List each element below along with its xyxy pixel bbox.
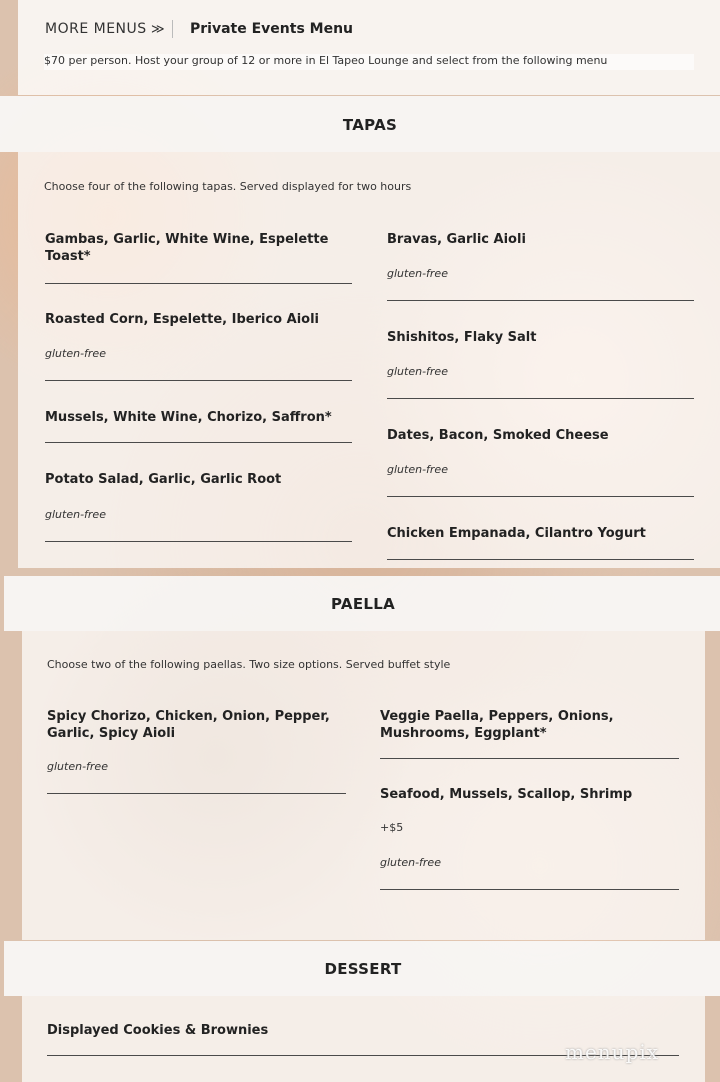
item-divider bbox=[45, 442, 352, 443]
tapas-description: Choose four of the following tapas. Served displayed for two hours bbox=[44, 180, 412, 193]
item-divider bbox=[380, 889, 679, 890]
menu-item: Dates, Bacon, Smoked Cheese bbox=[387, 428, 609, 443]
menu-item: Chicken Empanada, Cilantro Yogurt bbox=[387, 526, 646, 541]
section-title-tapas: TAPAS bbox=[342, 116, 398, 134]
menu-item: Bravas, Garlic Aioli bbox=[387, 232, 526, 247]
item-divider bbox=[45, 283, 352, 284]
menu-intro: $70 per person. Host your group of 12 or more in El Tapeo Lounge and select from the following menu bbox=[44, 54, 694, 70]
menu-item: Gambas, Garlic, White Wine, Espelette Toast* bbox=[45, 232, 329, 264]
item-divider bbox=[45, 541, 352, 542]
menu-item: Mussels, White Wine, Chorizo, Saffron* bbox=[45, 410, 332, 425]
gluten-free-tag: gluten-free bbox=[45, 508, 106, 521]
menu-item: Veggie Paella, Peppers, Onions, Mushrooms, Eggplant* bbox=[380, 709, 614, 741]
more-menus-button[interactable]: MORE MENUS bbox=[45, 21, 147, 37]
item-divider bbox=[387, 398, 694, 399]
menu-item: Seafood, Mussels, Scallop, Shrimp bbox=[380, 787, 633, 802]
menu-item: Shishitos, Flaky Salt bbox=[387, 330, 537, 345]
gluten-free-tag: gluten-free bbox=[380, 856, 441, 869]
menu-item: Displayed Cookies & Brownies bbox=[47, 1023, 269, 1038]
item-divider bbox=[387, 559, 694, 560]
chevron-down-icon[interactable]: ≫ bbox=[151, 22, 165, 37]
price-supplement: +$5 bbox=[380, 821, 404, 834]
paella-description: Choose two of the following paellas. Two size options. Served buffet style bbox=[47, 658, 451, 671]
dessert-panel bbox=[22, 996, 705, 1082]
top-bar bbox=[18, 0, 720, 95]
gluten-free-tag: gluten-free bbox=[387, 463, 448, 476]
menu-item: Roasted Corn, Espelette, Iberico Aioli bbox=[45, 312, 319, 327]
tapas-panel bbox=[18, 152, 720, 568]
gluten-free-tag: gluten-free bbox=[387, 365, 448, 378]
menu-item: Spicy Chorizo, Chicken, Onion, Pepper, Garlic, Spicy Aioli bbox=[47, 709, 330, 741]
gluten-free-tag: gluten-free bbox=[387, 267, 448, 280]
section-title-dessert: DESSERT bbox=[324, 960, 402, 978]
item-divider bbox=[47, 793, 346, 794]
gluten-free-tag: gluten-free bbox=[45, 347, 106, 360]
gluten-free-tag: gluten-free bbox=[47, 760, 108, 773]
menu-item: Potato Salad, Garlic, Garlic Root bbox=[45, 472, 282, 487]
menu-title: Private Events Menu bbox=[190, 21, 354, 37]
section-title-paella: PAELLA bbox=[331, 595, 395, 613]
item-divider bbox=[387, 496, 694, 497]
watermark-logo: menupix bbox=[565, 1040, 660, 1064]
item-divider bbox=[387, 300, 694, 301]
item-divider bbox=[45, 380, 352, 381]
nav-divider bbox=[172, 20, 173, 38]
item-divider bbox=[380, 758, 679, 759]
